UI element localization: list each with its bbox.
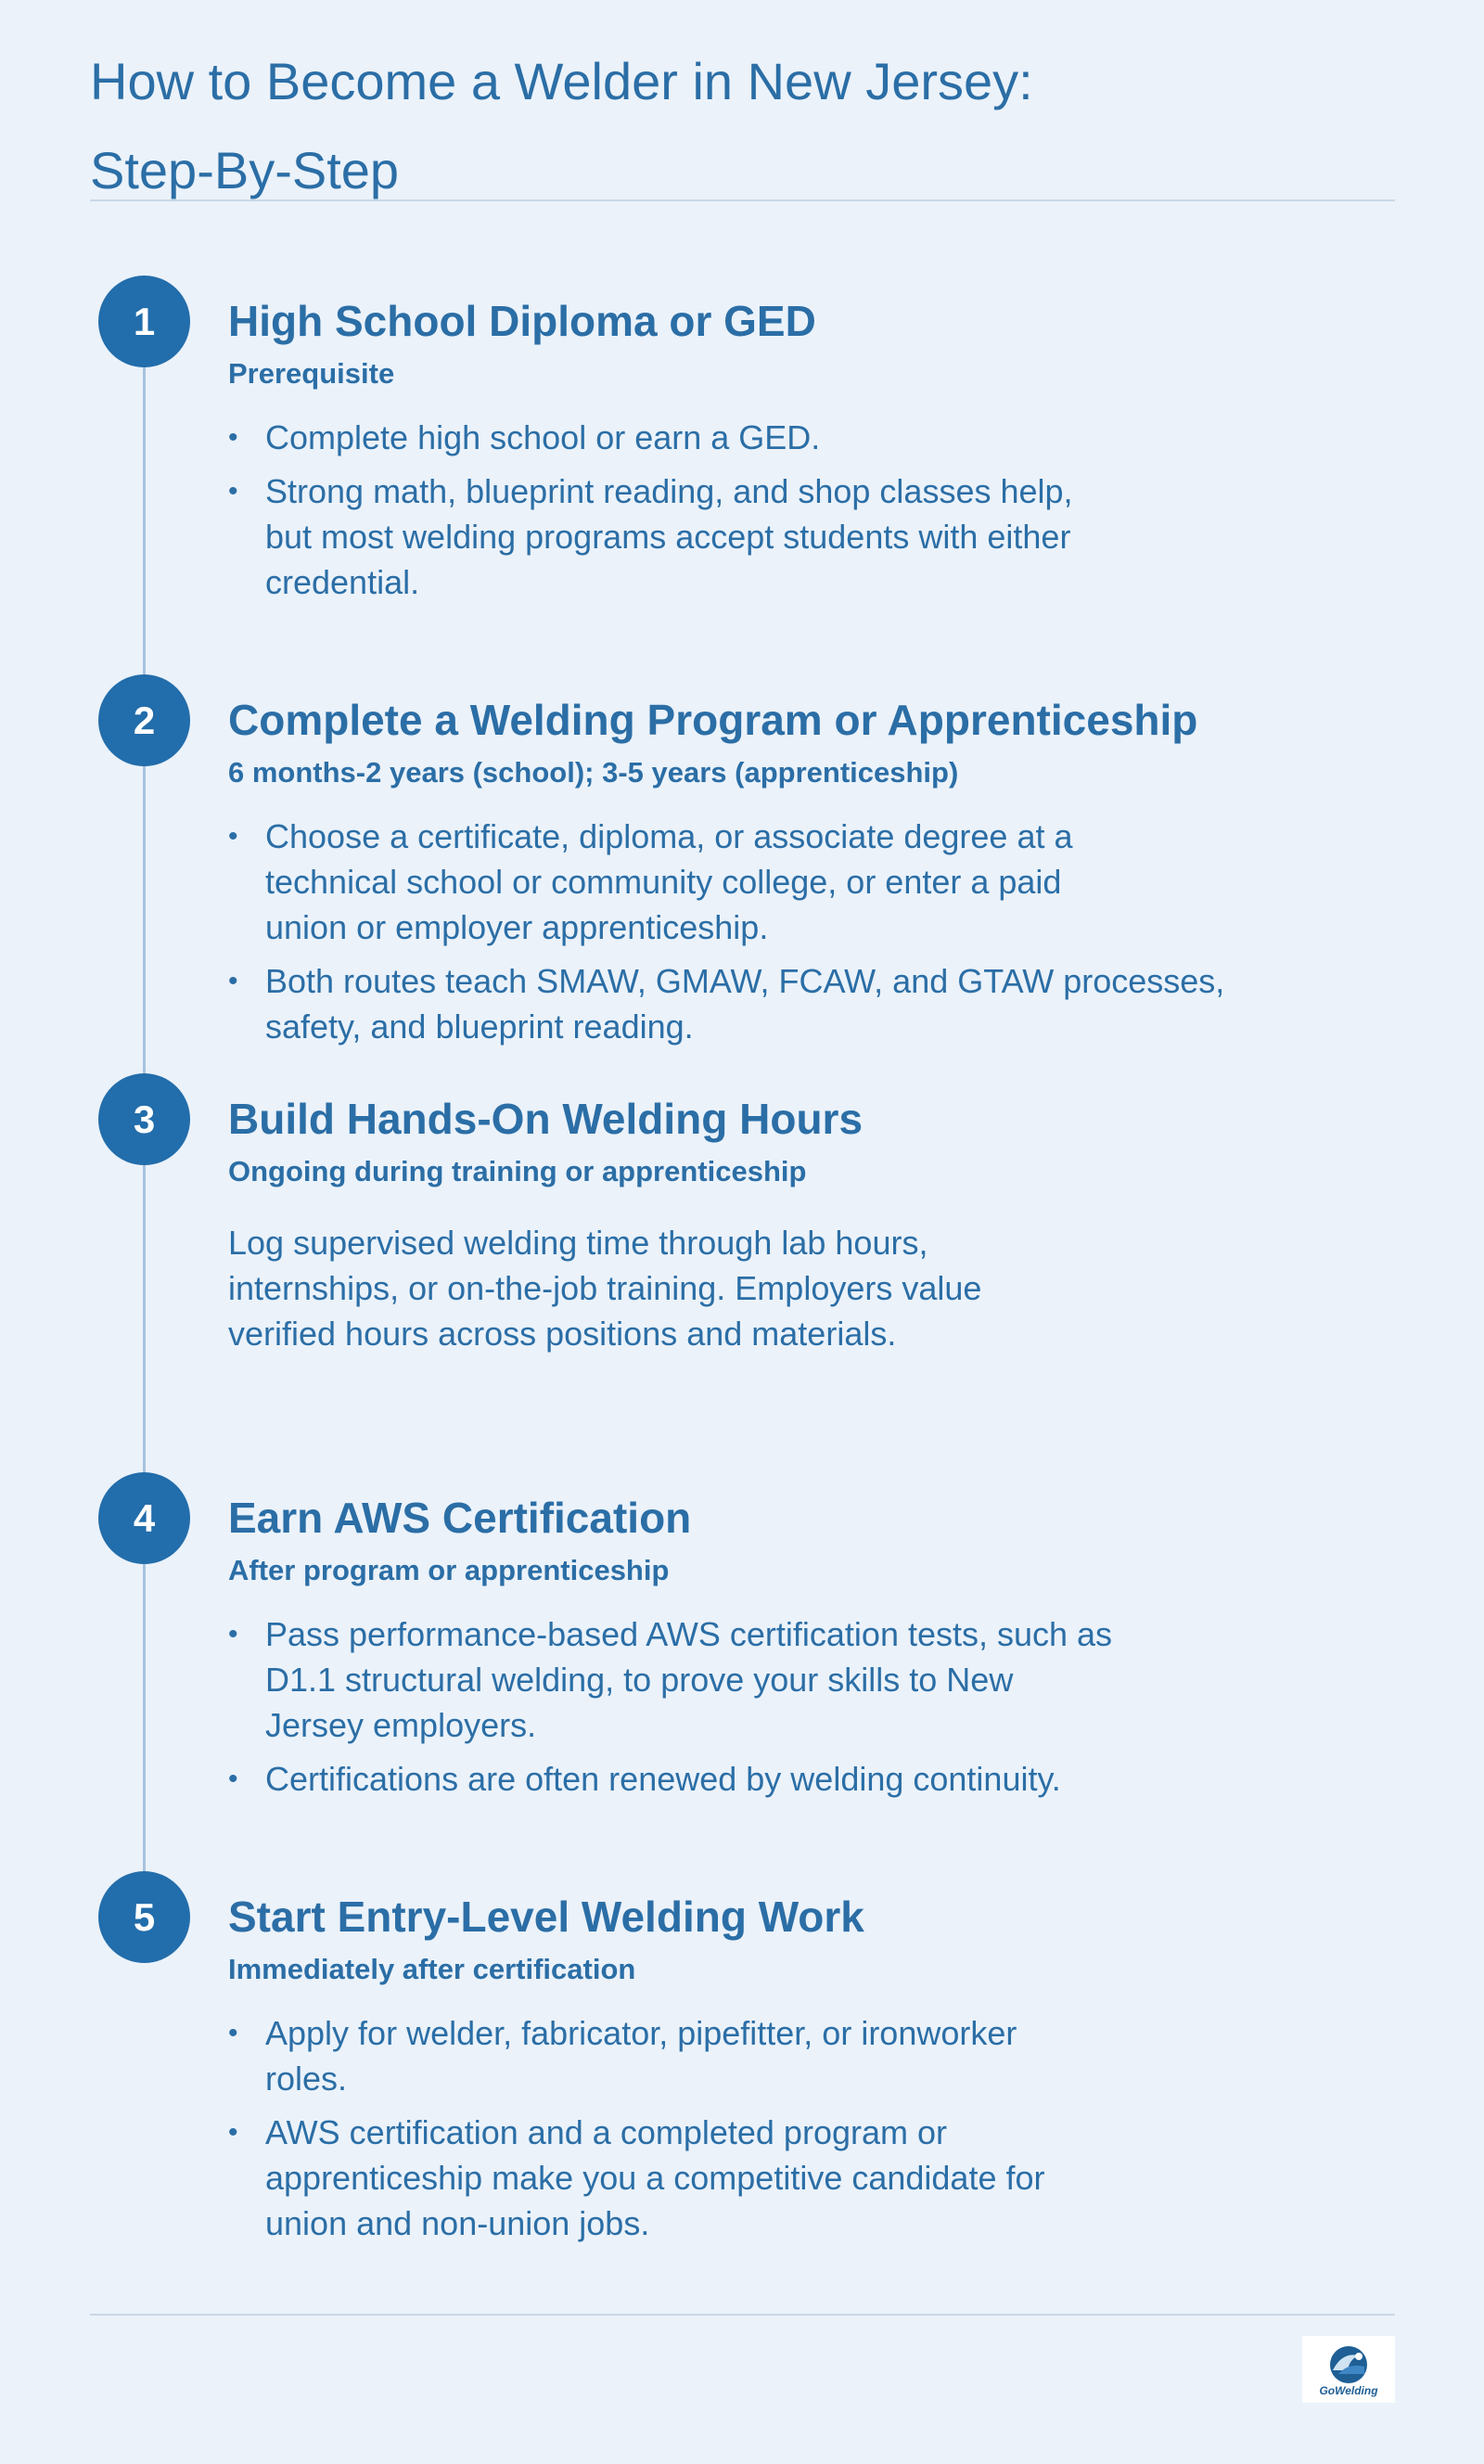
bullet-item — [228, 814, 1224, 950]
step-number-badge: 2 — [98, 674, 190, 766]
step-title: Complete a Welding Program or Apprenticeship — [228, 696, 1198, 744]
bullet-item — [228, 415, 1073, 460]
bullet-line: apprenticeship make you a competitive candidate for — [265, 2159, 1045, 2197]
step-bullet-list — [228, 1611, 1112, 1810]
bullet-line: technical school or community college, or enter a paid — [265, 863, 1062, 901]
logo-wordmark: GoWelding — [1319, 2383, 1378, 2397]
step-bullet-list — [228, 415, 1073, 613]
step-timeframe: Immediately after certification — [228, 1953, 636, 1985]
description-line: internships, or on-the-job training. Employers value — [228, 1269, 982, 1307]
step-timeframe: After program or apprenticeship — [228, 1554, 670, 1586]
step-title: Build Hands-On Welding Hours — [228, 1095, 864, 1143]
bullet-item — [228, 958, 1224, 1049]
step-bullet-list — [228, 2010, 1044, 2254]
bullet-item — [228, 2010, 1044, 2101]
bullet-line: Pass performance-based AWS certification tests, such as — [265, 1615, 1113, 1653]
bullet-line: D1.1 structural welding, to prove your skills to New — [265, 1661, 1014, 1699]
step-number-badge: 4 — [98, 1472, 190, 1564]
bullet-line: union and non-union jobs. — [265, 2204, 650, 2242]
header-divider — [90, 199, 1395, 201]
bullet-line: union or employer apprenticeship. — [265, 908, 769, 946]
step-number-badge: 5 — [98, 1871, 190, 1963]
bullet-line: AWS certification and a completed program or — [265, 2113, 947, 2151]
step-description — [228, 1220, 981, 1356]
bullet-line: safety, and blueprint reading. — [265, 1007, 694, 1046]
bullet-line: Both routes teach SMAW, GMAW, FCAW, and GTAW processes, — [265, 962, 1225, 1000]
bullet-line: Certifications are often renewed by welding continuity. — [265, 1760, 1061, 1798]
description-line: verified hours across positions and materials. — [228, 1315, 897, 1353]
bullet-line: Jersey employers. — [265, 1706, 537, 1744]
bullet-line: roles. — [265, 2060, 348, 2098]
gowelding-logo-icon — [1322, 2342, 1375, 2383]
page-title-line-1: How to Become a Welder in New Jersey: — [90, 52, 1033, 110]
bullet-line: Complete high school or earn a GED. — [265, 418, 821, 456]
bullet-item — [228, 2110, 1044, 2246]
bullet-item — [228, 468, 1073, 605]
step-title: High School Diploma or GED — [228, 297, 816, 345]
bullet-line: credential. — [265, 563, 420, 601]
bullet-line: Apply for welder, fabricator, pipefitter, or ironworker — [265, 2014, 1017, 2052]
description-line: Log supervised welding time through lab hours, — [228, 1224, 928, 1262]
step-bullet-list — [228, 814, 1224, 1058]
bullet-item — [228, 1756, 1112, 1802]
bullet-line: Strong math, blueprint reading, and shop classes help, — [265, 472, 1073, 510]
step-number-badge: 3 — [98, 1073, 190, 1165]
step-title: Earn AWS Certification — [228, 1494, 692, 1542]
footer-divider — [90, 2314, 1395, 2316]
step-title: Start Entry-Level Welding Work — [228, 1893, 864, 1941]
step-timeframe: Prerequisite — [228, 357, 395, 390]
step-timeframe: Ongoing during training or apprenticeship — [228, 1155, 807, 1187]
step-timeframe: 6 months-2 years (school); 3-5 years (apprenticeship) — [228, 756, 959, 789]
bullet-line: but most welding programs accept students with either — [265, 518, 1071, 556]
bullet-line: Choose a certificate, diploma, or associate degree at a — [265, 817, 1073, 855]
page-title-line-2: Step-By-Step — [90, 141, 400, 199]
page-title — [90, 37, 1296, 215]
bullet-item — [228, 1611, 1112, 1748]
gowelding-logo — [1302, 2336, 1395, 2403]
step-number-badge: 1 — [98, 276, 190, 367]
